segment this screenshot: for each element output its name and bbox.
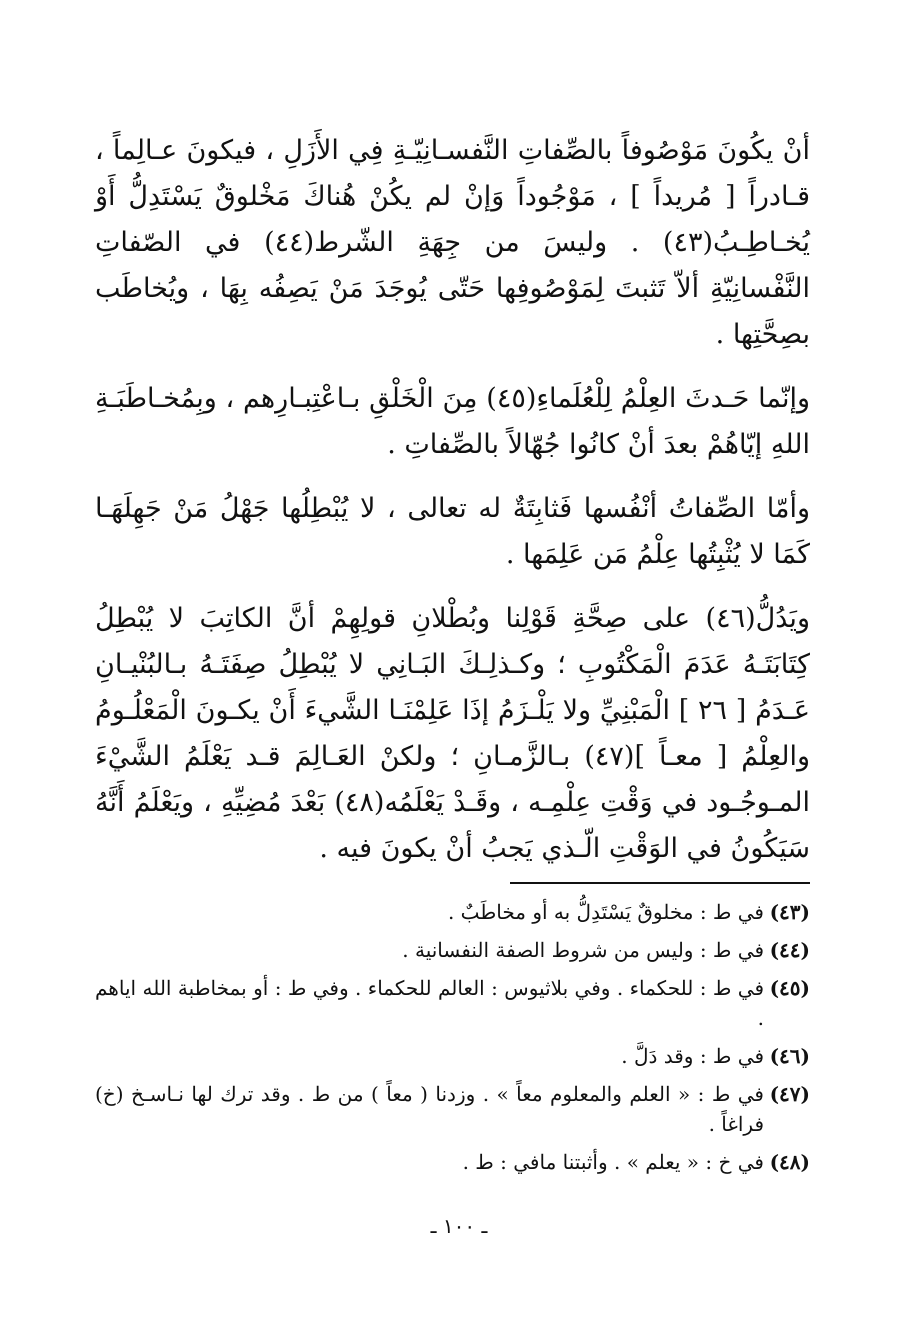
footnote-text: في ط : مخلوقٌ يَسْتَدِلُّ به أو مخاطَبٌ . [447,900,764,924]
footnote-text: في ط : وليس من شروط الصفة النفسانية . [402,938,764,962]
footnote-number: (٤٨) [769,1150,810,1174]
footnote-number: (٤٤) [769,938,810,962]
footnote [95,1041,810,1071]
paragraph: وإنّما حَـدثَ العِلْمُ لِلْعُلَماءِ(٤٥) مِنَ الْخَلْقِ بـاعْتِبـارِهم ، وبِمُخـاطَبَـةِ اللهِ إيّاهُمْ بعدَ أنْ كانُوا جُهّالاً بالصِّفاتِ . [95,383,811,460]
page-number: ـ ١٠٠ ـ [430,1214,488,1238]
footnote [95,1147,810,1177]
footnote-divider [510,882,810,884]
footnote-text: في ط : وقد دَلَّ . [621,1044,764,1068]
paragraph: ويَدُلُّ(٤٦) على صِحَّةِ قَوْلِنا وبُطْلانِ قولِهِمْ أنَّ الكاتِبَ لا يُبْطِلُ كِتَابَتَـهُ عَدَمَ الْمَكْتُوبِ ؛ وكـذلِـكَ البَـانِي لا يُبْطِلُ صِفَتَـهُ بـالبُنْيـانِ عَـدَمُ [ ٢٦ ] الْمَبْنِيِّ ولا يَلْـزَمُ إذَا عَلِمْنَـا الشَّيءَ أَنْ يكـونَ الْمَعْلُـومُ والعِلْمُ [ معـاً ](٤٧) بـالزَّمـانِ ؛ ولكنْ العَـالِمَ قـد يَعْلَمُ الشَّيْءَ المـوجُـود في وَقْتِ عِلْمِـه ، وقَـدْ يَعْلَمُه(٤٨) بَعْدَ مُضِيِّهِ ، ويَعْلَمُ أَنَّهُ سَيَكُونُ في الوَقْتِ الّـذي يَجبُ أنْ يكونَ فيه . [95,603,810,864]
paragraph: وأمّا الصِّفاتُ أنْفُسها فَثابِتَةٌ له تعالى ، لا يُبْطِلُها جَهْلُ مَنْ جَهِلَهَـا كَمَا لا يُثْبِتُها عِلْمُ مَن عَلِمَها . [95,493,810,570]
main-text [95,128,810,872]
footnote-number: (٤٧) [769,1082,810,1106]
footnotes-list [95,897,810,1185]
footnote [95,1079,810,1139]
footnote-number: (٤٥) [769,976,810,1000]
footnote-text: في ط : للحكماء . وفي بلاثيوس : العالم للحكماء . وفي ط : أو بمخاطبة الله اياهم . [95,976,764,1030]
footnote-number: (٤٣) [769,900,810,924]
footnote-number: (٤٦) [769,1044,810,1068]
footnote [95,897,810,927]
footnote-text: في ط : « العلم والمعلوم معاً » . وزدنا ( معاً ) من ط . وقد ترك لها نـاسـخ (خ) فراغاً . [95,1082,764,1136]
footnote-text: في خ : « يعلم » . وأثبتنا مافي : ط . [462,1150,764,1174]
footnote [95,935,810,965]
paragraph: أنْ يكُونَ مَوْصُوفاً بالصِّفاتِ النَّفسـانِيّـةِ فِي الأَزَلِ ، فيكونَ عـالِماً ، قـادراً [ مُريداً ] ، مَوْجُوداً وَإنْ لم يكُنْ هُناكَ مَخْلوقٌ يَسْتَدِلُّ أَوْ يُخـاطِـبُ(٤٣) . وليسَ من جِهَةِ الشّرط(٤٤) في الصّفاتِ النَّفْسانِيّةِ ألاّ تَثبتَ لِمَوْصُوفِها حَتّى يُوجَدَ مَنْ يَصِفُه بِهَا ، ويُخاطَب بصِحَّتِها . [95,135,810,350]
footnote [95,973,810,1033]
